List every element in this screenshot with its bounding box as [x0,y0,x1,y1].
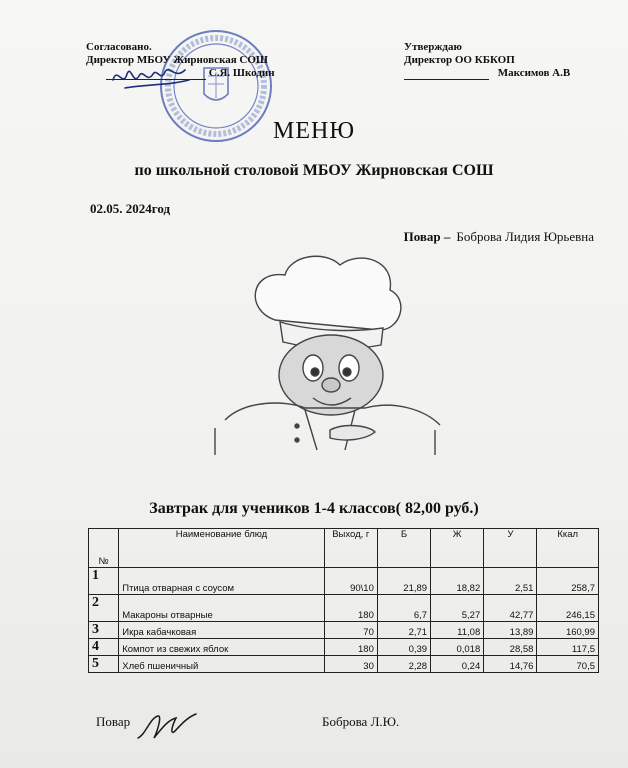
row-b: 2,28 [377,656,430,673]
footer-cook-label: Повар [96,714,131,729]
row-u: 42,77 [484,595,537,622]
meal-title: Завтрак для учеников 1-4 классов( 82,00 руб.) [149,500,479,517]
row-name: Икра кабачковая [119,622,324,639]
row-zh: 18,82 [431,568,484,595]
page-subtitle: по школьной столовой МБОУ Жирновская СОШ [134,162,494,179]
row-kcal: 70,5 [537,656,599,673]
table-header-row [89,529,599,568]
approval-position: Директор МБОУ Жирновская СОШ [86,54,269,66]
row-num: 4 [89,639,119,656]
chef-illustration-icon [205,250,445,460]
menu-date: 02.05. 2024год [90,201,171,216]
row-kcal: 117,5 [537,639,599,656]
row-yield: 30 [324,656,377,673]
row-num: 1 [89,568,119,595]
cook-signature-icon [132,708,202,746]
row-yield: 70 [324,622,377,639]
menu-table [88,528,599,673]
header-b: Б [377,529,430,568]
header-u: У [484,529,537,568]
approve-label: Утверждаю [404,41,462,53]
row-name: Компот из свежих яблок [119,639,324,656]
approval-signer: С.Я. Шкодин [208,67,275,79]
footer-cook-name: Боброва Л.Ю. [322,714,400,729]
row-name: Макароны отварные [119,595,324,622]
approve-block [404,41,570,80]
table-row [89,656,599,673]
row-name: Птица отварная с соусом [119,568,324,595]
header-name: Наименование блюд [119,529,324,568]
row-u: 28,58 [484,639,537,656]
row-num: 3 [89,622,119,639]
header-zh: Ж [431,529,484,568]
row-b: 6,7 [377,595,430,622]
row-u: 2,51 [484,568,537,595]
row-kcal: 258,7 [537,568,599,595]
row-u: 13,89 [484,622,537,639]
table-row [89,639,599,656]
header-yield: Выход, г [324,529,377,568]
row-zh: 0,24 [431,656,484,673]
row-num: 2 [89,595,119,622]
table-row [89,568,599,595]
row-yield: 180 [324,639,377,656]
cook-label: Повар – [403,229,451,244]
header-kcal: Ккал [537,529,599,568]
row-num: 5 [89,656,119,673]
row-kcal: 246,15 [537,595,599,622]
signature-line [404,69,489,80]
row-name: Хлеб пшеничный [119,656,324,673]
row-zh: 11,08 [431,622,484,639]
cook-line [404,229,594,245]
approve-position: Директор ОО КБКОП [404,54,515,66]
director-signature-icon [105,58,195,98]
row-yield: 90\10 [324,568,377,595]
approve-signer: Максимов А.В [497,67,571,79]
page-title: МЕНЮ [273,118,355,144]
row-kcal: 160,99 [537,622,599,639]
row-b: 2,71 [377,622,430,639]
table-row [89,622,599,639]
approve-signer-line [404,67,570,80]
row-b: 0,39 [377,639,430,656]
table-row [89,595,599,622]
header-num: № [89,529,119,568]
approval-label: Согласовано. [86,41,152,53]
row-b: 21,89 [377,568,430,595]
cook-name: Боброва Лидия Юрьевна [456,229,594,244]
row-zh: 0,018 [431,639,484,656]
row-u: 14,76 [484,656,537,673]
row-yield: 180 [324,595,377,622]
row-zh: 5,27 [431,595,484,622]
